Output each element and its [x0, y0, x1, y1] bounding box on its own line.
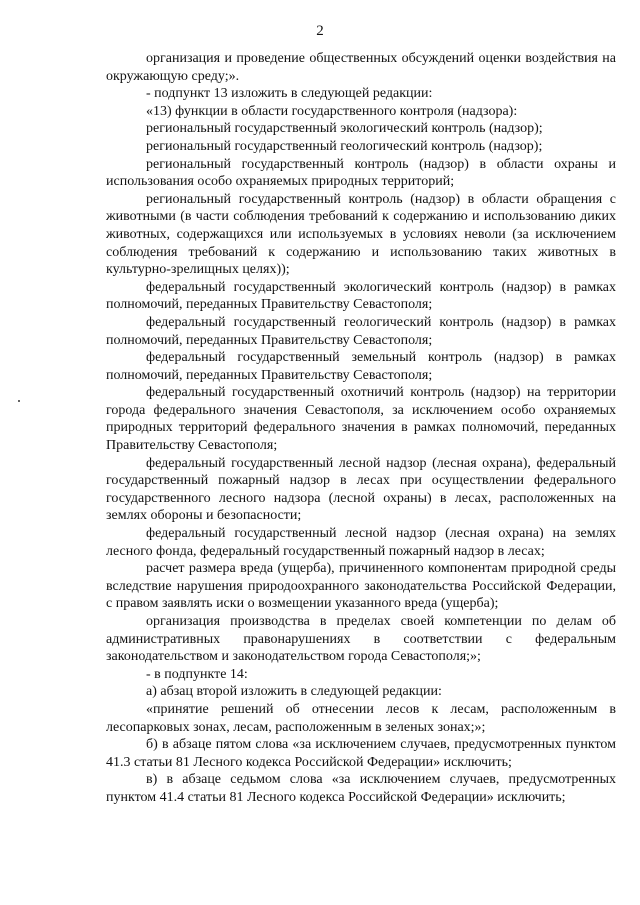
paragraph: «13) функции в области государственного контроля (надзора): [146, 103, 518, 119]
paragraph: а) абзац второй изложить в следующей редакции: [146, 684, 442, 700]
paragraph: федеральный государственный охотничий контроль (надзор) на территории города федерального значения Севастополя, за исключением особо охраняемых природных территорий федерального значения в рамках полномочий, переданных Правительству Севастополя; [106, 385, 616, 454]
paragraph: б) в абзаце пятом слова «за исключением случаев, предусмотренных пунктом 41.3 статьи 81 Лесного кодекса Российской Федерации» исключить; [106, 737, 616, 770]
paragraph: федеральный государственный геологический контроль (надзор) в рамках полномочий, переданных Правительству Севастополя; [106, 314, 616, 348]
paragraph: региональный государственный экологический контроль (надзор); [146, 121, 543, 137]
paragraph: «принятие решений об отнесении лесов к лесам, расположенным в лесопарковых зонах, лесам, расположенным в зеленых зонах;»; [106, 701, 616, 735]
paragraph: - подпункт 13 изложить в следующей редакции: [146, 86, 433, 102]
paragraph: федеральный государственный лесной надзор (лесная охрана), федеральный государственный пожарный надзор в лесах при осуществлении федерального государственного лесного надзора (лесной охраны) в лесах, расположенных на землях обороны и безопасности; [106, 455, 616, 524]
paragraph: федеральный государственный лесной надзор (лесная охрана) на землях лесного фонда, федеральный государственный пожарный надзор в лесах; [106, 526, 616, 559]
paragraph: расчет размера вреда (ущерба), причиненного компонентам природной среды вследствие нарушения природоохранного законодательства Российской Федерации, с правом заявлять иски о возмещении указанного вреда (ущерба); [106, 561, 616, 612]
paragraph: федеральный государственный экологический контроль (надзор) в рамках полномочий, переданных Правительству Севастополя; [106, 279, 616, 313]
paragraph: организация производства в пределах своей компетенции по делам об административных правонарушениях в соответствии с федеральным законодательством и законодательством города Севастополя;»; [106, 614, 616, 665]
document-body [106, 50, 616, 807]
paragraph: - в подпункте 14: [146, 666, 248, 682]
paragraph: региональный государственный контроль (надзор) в области обращения с животными (в части соблюдения требований к содержанию и использованию диких животных, содержащихся или используемых в условиях неволи (за исключением соблюдения требований к содержанию и использованию таких животных в культурно-зрелищных целях)); [106, 191, 616, 278]
page-number: 2 [316, 23, 324, 39]
paragraph: организация и проведение общественных обсуждений оценки воздействия на окружающую среду;». [106, 51, 616, 84]
scan-speck [18, 400, 20, 402]
paragraph: региональный государственный геологический контроль (надзор); [146, 138, 543, 154]
paragraph: федеральный государственный земельный контроль (надзор) в рамках полномочий, переданных Правительству Севастополя; [106, 350, 616, 383]
paragraph: в) в абзаце седьмом слова «за исключением случаев, предусмотренных пунктом 41.4 статьи 81 Лесного кодекса Российской Федерации» исключить; [106, 772, 616, 805]
paragraph: региональный государственный контроль (надзор) в области охраны и использования особо охраняемых природных территорий; [106, 156, 616, 190]
